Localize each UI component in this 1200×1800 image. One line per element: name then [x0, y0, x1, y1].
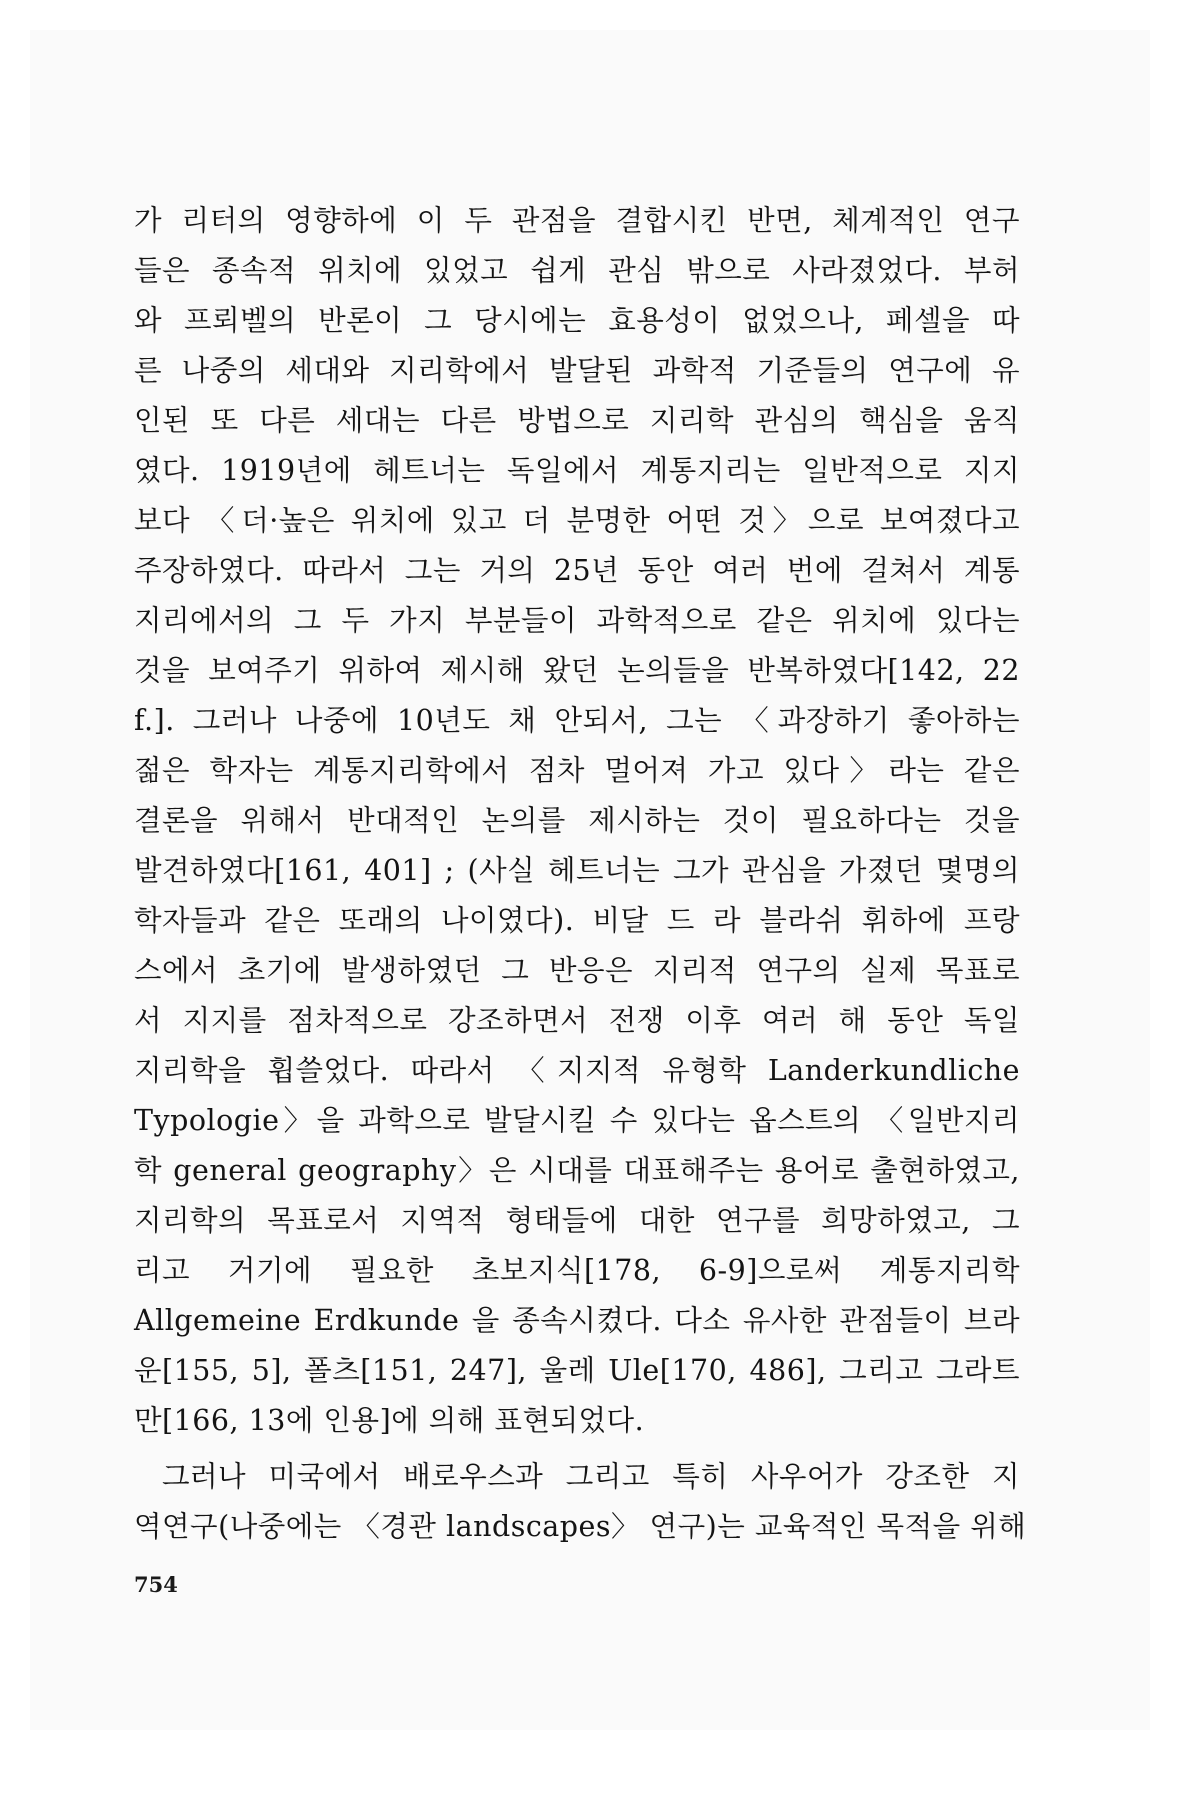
text-line: 운[155, 5], 폴츠[151, 247], 울레 Ule[170, 486], 그리고 그라트	[134, 1354, 1020, 1387]
text-line: Typologie〉을 과학으로 발달시킬 수 있다는 옵스트의 〈일반지리	[134, 1104, 1020, 1137]
text-line: 지리학을 휩쓸었다. 따라서 〈지지적 유형학 Landerkundliche	[134, 1054, 1020, 1087]
text-line: 보다 〈더·높은 위치에 있고 더 분명한 어떤 것〉으로 보여졌다고	[134, 504, 1020, 537]
text-line: 와 프뢰벨의 반론이 그 당시에는 효용성이 없었으나, 페셀을 따	[134, 304, 1020, 337]
text-line: 가 리터의 영향하에 이 두 관점을 결합시킨 반면, 체계적인 연구	[134, 204, 1020, 237]
text-line: 만[166, 13에 인용]에 의해 표현되었다.	[134, 1404, 645, 1437]
text-line: Allgemeine Erdkunde 을 종속시켰다. 다소 유사한 관점들이 브라	[134, 1304, 1020, 1337]
text-line: 지리학의 목표로서 지역적 형태들에 대한 연구를 희망하였고, 그	[134, 1204, 1020, 1237]
text-line: 들은 종속적 위치에 있었고 쉽게 관심 밖으로 사라졌었다. 부허	[134, 254, 1020, 287]
text-line: f.]. 그러나 나중에 10년도 채 안되서, 그는 〈과장하기 좋아하는	[134, 704, 1020, 737]
text-line: 발견하였다[161, 401] ; (사실 헤트너는 그가 관심을 가졌던 몇명의	[134, 854, 1020, 887]
paragraph-2	[134, 1452, 1027, 1552]
text-line: 였다. 1919년에 헤트너는 독일에서 계통지리는 일반적으로 지지	[134, 454, 1020, 487]
page-number: 754	[134, 1572, 178, 1597]
text-line: 리고 거기에 필요한 초보지식[178, 6-9]으로써 계통지리학	[134, 1254, 1020, 1287]
text-line: 그러나 미국에서 배로우스과 그리고 특히 사우어가 강조한 지	[162, 1460, 1020, 1493]
text-line: 역연구(나중에는 〈경관 landscapes〉 연구)는 교육적인 목적을 위해	[134, 1510, 1027, 1543]
paragraph-1	[134, 196, 1020, 1446]
text-line: 지리에서의 그 두 가지 부분들이 과학적으로 같은 위치에 있다는	[134, 604, 1020, 637]
text-line: 인된 또 다른 세대는 다른 방법으로 지리학 관심의 핵심을 움직	[134, 404, 1020, 437]
text-line: 서 지지를 점차적으로 강조하면서 전쟁 이후 여러 해 동안 독일	[134, 1004, 1020, 1037]
text-line: 젊은 학자는 계통지리학에서 점차 멀어져 가고 있다〉라는 같은	[134, 754, 1020, 787]
text-line: 학자들과 같은 또래의 나이였다). 비달 드 라 블라쉬 휘하에 프랑	[134, 904, 1020, 937]
text-line: 스에서 초기에 발생하였던 그 반응은 지리적 연구의 실제 목표로	[134, 954, 1020, 987]
text-line: 결론을 위해서 반대적인 논의를 제시하는 것이 필요하다는 것을	[134, 804, 1020, 837]
text-line: 주장하였다. 따라서 그는 거의 25년 동안 여러 번에 걸쳐서 계통	[134, 554, 1020, 587]
text-line: 것을 보여주기 위하여 제시해 왔던 논의들을 반복하였다[142, 22	[134, 654, 1020, 687]
text-line: 른 나중의 세대와 지리학에서 발달된 과학적 기준들의 연구에 유	[134, 354, 1020, 387]
text-line: 학 general geography〉은 시대를 대표해주는 용어로 출현하였고,	[134, 1154, 1020, 1187]
body-text	[134, 196, 1027, 1552]
